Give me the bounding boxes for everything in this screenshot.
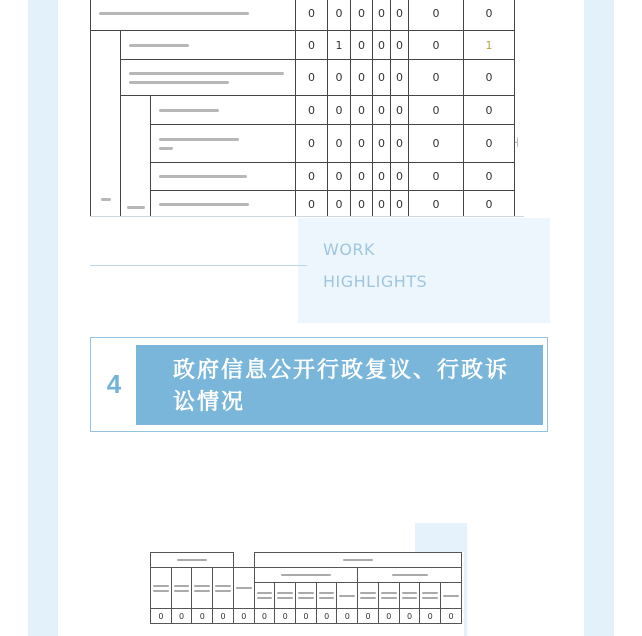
header-cell	[233, 568, 254, 609]
table-row	[91, 0, 515, 31]
table-cell: 0	[391, 191, 409, 218]
table-cell: 0	[351, 125, 373, 163]
table-cell: 0	[378, 609, 399, 624]
table-cell: 0	[316, 609, 337, 624]
table-cell: 1	[464, 31, 515, 60]
header-cell	[151, 568, 172, 609]
table-row	[91, 96, 515, 125]
table-cell: 0	[296, 609, 317, 624]
table-cell: 0	[337, 609, 358, 624]
table-cell: 0	[373, 125, 391, 163]
header-cell	[171, 568, 192, 609]
table-cell: 0	[358, 609, 379, 624]
header-cell	[316, 583, 337, 609]
table-cell: 0	[328, 125, 351, 163]
header-cell	[378, 583, 399, 609]
table-row	[91, 125, 515, 163]
table-cell: 0	[328, 96, 351, 125]
table-cell: 0	[420, 609, 441, 624]
table-cell: 0	[171, 609, 192, 624]
table-row	[91, 163, 515, 191]
table-cell: 0	[233, 609, 254, 624]
table-cell: 0	[328, 60, 351, 96]
row-label	[151, 96, 296, 125]
section-title-bar	[136, 345, 543, 425]
table-cell: 0	[464, 96, 515, 125]
header-cell	[420, 583, 441, 609]
table-cell: 0	[441, 609, 462, 624]
header-cell	[296, 583, 317, 609]
table-cell: 0	[391, 96, 409, 125]
table-cell: 0	[296, 191, 328, 218]
row-label	[91, 31, 121, 218]
section-heading	[90, 337, 548, 432]
row-label	[151, 191, 296, 218]
table-cell: 0	[296, 0, 328, 31]
header-cell	[151, 553, 234, 568]
highlights-divider	[90, 265, 307, 266]
table-cell: 0	[391, 60, 409, 96]
header-cell	[254, 553, 461, 568]
table-cell: 0	[192, 609, 213, 624]
table-cell: 0	[409, 96, 464, 125]
table-cell: 0	[351, 60, 373, 96]
table-cell: 0	[213, 609, 234, 624]
review-litigation-table	[150, 552, 464, 636]
table-cell: 0	[275, 609, 296, 624]
highlights-panel	[298, 218, 550, 323]
table-cell: 0	[296, 31, 328, 60]
table-cell: 0	[351, 96, 373, 125]
row-label	[151, 125, 296, 163]
table-cell: 0	[296, 60, 328, 96]
row-label	[121, 60, 296, 96]
table-cell: 1	[328, 31, 351, 60]
table-cell: 0	[464, 60, 515, 96]
table-cell: 0	[409, 0, 464, 31]
row-label	[91, 0, 296, 31]
table-cell: 0	[409, 60, 464, 96]
header-cell	[254, 568, 358, 583]
header-cell	[358, 568, 462, 583]
header-cell	[358, 583, 379, 609]
table-cell: 0	[296, 163, 328, 191]
header-cell	[275, 583, 296, 609]
row-label	[121, 96, 151, 218]
header-cell	[254, 583, 275, 609]
table-cell: 0	[464, 0, 515, 31]
table-header-row	[151, 568, 462, 583]
table-cell: 0	[409, 31, 464, 60]
table-cell: 0	[351, 31, 373, 60]
table-cell: 0	[254, 609, 275, 624]
row-label	[151, 163, 296, 191]
table-cell: 0	[373, 60, 391, 96]
table-header-row	[151, 553, 462, 568]
table-cell: 0	[328, 0, 351, 31]
highlights-label-line1: WORK	[323, 240, 376, 259]
table-cell: 0	[391, 31, 409, 60]
table-cell: 0	[296, 125, 328, 163]
table-cell: 0	[373, 96, 391, 125]
table-cell: 0	[151, 609, 172, 624]
table-cell: 0	[409, 125, 464, 163]
statistics-table-top	[90, 0, 524, 217]
table-cell: 0	[409, 191, 464, 218]
row-label	[121, 31, 296, 60]
left-frame-strip	[28, 0, 58, 636]
right-frame-strip	[584, 0, 614, 636]
header-cell	[337, 583, 358, 609]
table-cell: 0	[464, 191, 515, 218]
table-cell: 0	[409, 163, 464, 191]
table-cell: 0	[399, 609, 420, 624]
edge-mark: ┤	[515, 138, 520, 147]
header-cell	[441, 583, 462, 609]
header-cell	[192, 568, 213, 609]
table-cell: 0	[373, 191, 391, 218]
table-cell: 0	[328, 163, 351, 191]
table-cell: 0	[464, 125, 515, 163]
table-row	[91, 31, 515, 60]
table-cell: 0	[391, 125, 409, 163]
section-title: 政府信息公开行政复议、行政诉讼情况	[173, 358, 510, 415]
table-row	[91, 60, 515, 96]
table-cell: 0	[328, 191, 351, 218]
table-cell: 0	[351, 191, 373, 218]
header-cell	[213, 568, 234, 609]
table-row	[151, 609, 462, 624]
section-number: 4	[106, 369, 122, 399]
table-cell: 0	[391, 0, 409, 31]
table-cell: 0	[464, 163, 515, 191]
table-cell: 0	[373, 0, 391, 31]
header-cell	[399, 583, 420, 609]
table-cell: 0	[373, 163, 391, 191]
table-cell: 0	[296, 96, 328, 125]
table-cell: 0	[373, 31, 391, 60]
header-cell	[233, 553, 254, 568]
table-cell: 0	[391, 163, 409, 191]
table-cell: 0	[351, 0, 373, 31]
highlights-label-line2: HIGHLIGHTS	[323, 272, 428, 291]
table-cell: 0	[351, 163, 373, 191]
table-row	[91, 191, 515, 218]
